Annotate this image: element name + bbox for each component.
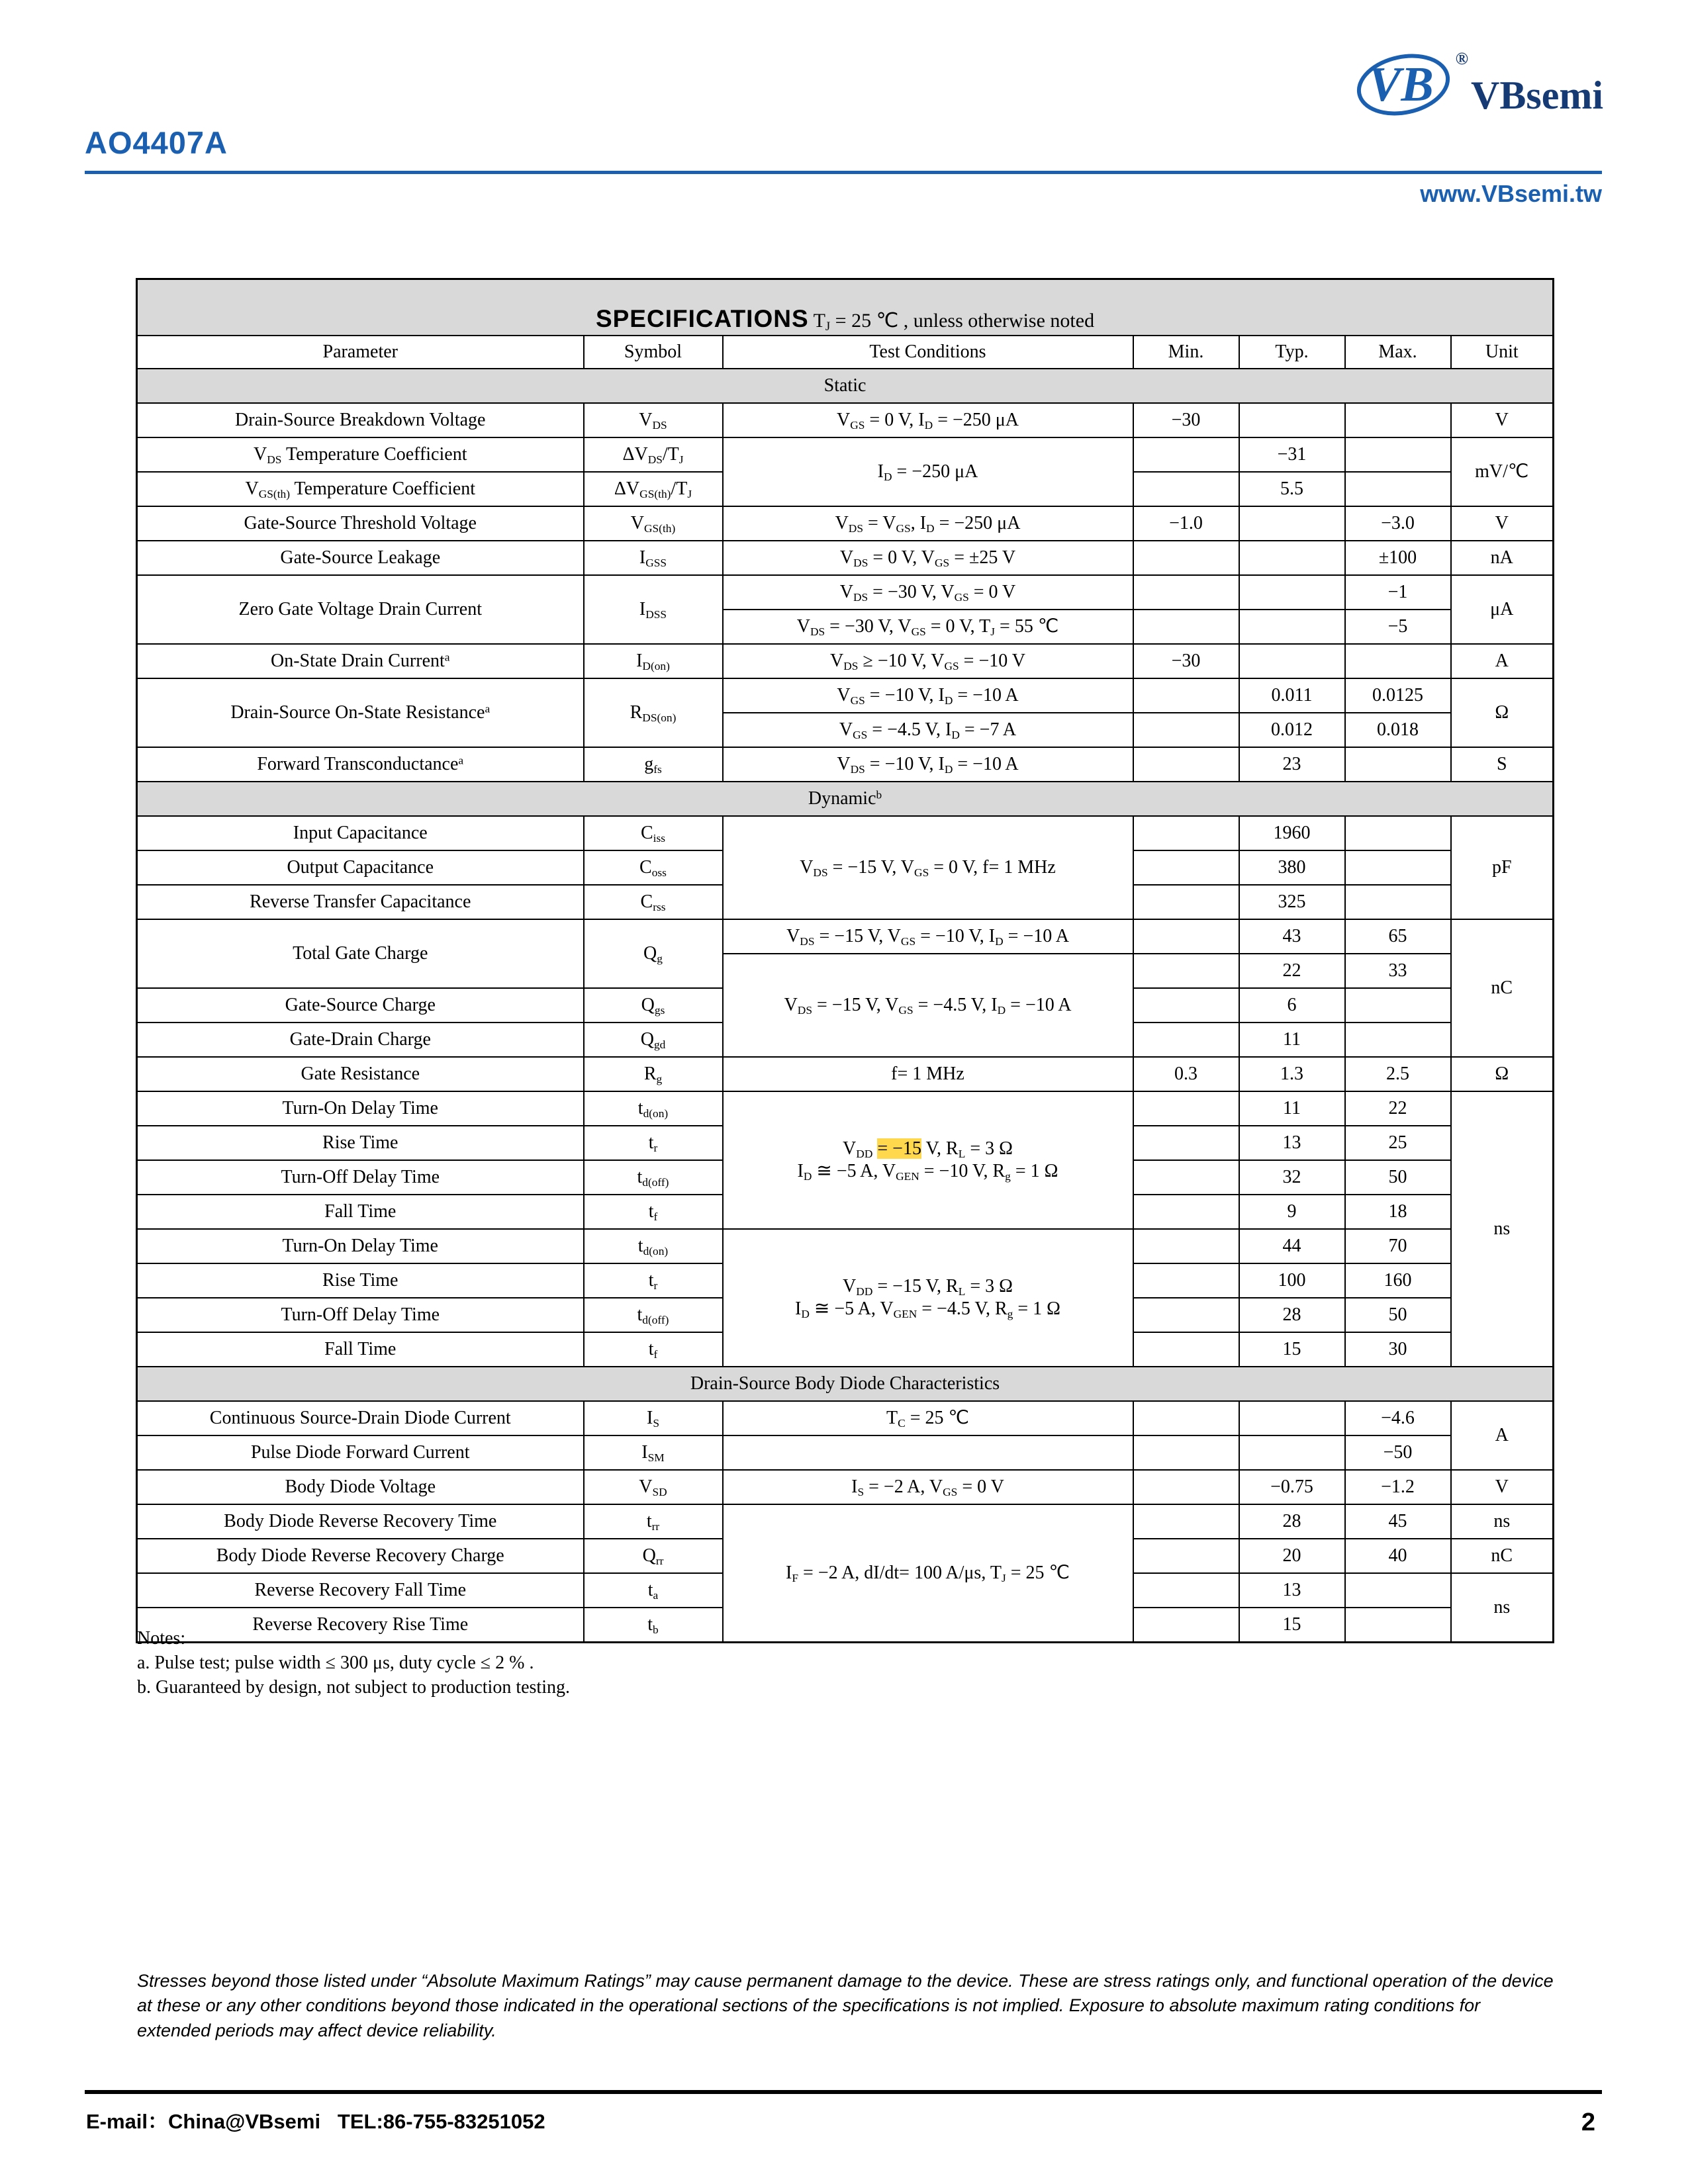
spec-cell — [1133, 610, 1239, 644]
spec-cell: 6 — [1239, 988, 1345, 1023]
spec-row — [137, 1091, 1554, 1126]
spec-cell: $Q_{rr}$ — [584, 1539, 723, 1573]
spec-cell — [1133, 1608, 1239, 1642]
spec-cell: 11 — [1239, 1023, 1345, 1057]
spec-cell: Gate Resistance — [137, 1057, 584, 1091]
spec-cell: $V_{DD} = -15$ V, $R_L = 3$ Ω $I_D$ ≅ −5 A, $V_{GEN} = -10$ V, $R_g = 1$ Ω — [723, 1091, 1133, 1229]
spec-cell: $V_{DS} \ge -10$ V, $V_{GS} = -10$ V — [723, 644, 1133, 678]
spec-cell: 40 — [1345, 1539, 1451, 1573]
spec-cell: Fall Time — [137, 1332, 584, 1367]
spec-cell: 2.5 — [1345, 1057, 1451, 1091]
spec-row — [137, 506, 1554, 541]
registered-mark-icon: ® — [1455, 49, 1469, 68]
spec-cell: Turn-Off Delay Time — [137, 1298, 584, 1332]
spec-cell: 325 — [1239, 885, 1345, 919]
spec-cell — [1239, 403, 1345, 437]
section-label: Static — [137, 369, 1554, 403]
spec-cell: 70 — [1345, 1229, 1451, 1263]
spec-cell: 15 — [1239, 1332, 1345, 1367]
spec-cell: V — [1451, 403, 1554, 437]
spec-cell: 23 — [1239, 747, 1345, 782]
spec-cell — [1133, 816, 1239, 850]
spec-cell: Rise Time — [137, 1263, 584, 1298]
spec-cell: $V_{DS}$ Temperature Coefficient — [137, 437, 584, 472]
spec-cell: $V_{GS} = -4.5$ V, $I_D = -7$ A — [723, 713, 1133, 747]
spec-cell: 100 — [1239, 1263, 1345, 1298]
spec-cell — [1133, 1435, 1239, 1470]
spec-title-conditions: $T_J = 25$ ℃ , unless otherwise noted — [808, 310, 1095, 334]
spec-cell: −1 — [1345, 575, 1451, 610]
spec-cell: $g_{fs}$ — [584, 747, 723, 782]
section-row — [137, 1367, 1554, 1401]
spec-cell: $t_r$ — [584, 1263, 723, 1298]
spec-cell: nC — [1451, 919, 1554, 1057]
spec-cell: Zero Gate Voltage Drain Current — [137, 575, 584, 644]
spec-cell — [1345, 885, 1451, 919]
column-header: Max. — [1345, 336, 1451, 369]
spec-cell: $Q_{gd}$ — [584, 1023, 723, 1057]
notes-title: Notes: — [137, 1628, 186, 1649]
footer-divider — [85, 2090, 1602, 2094]
spec-cell — [1133, 919, 1239, 954]
spec-cell: Pulse Diode Forward Current — [137, 1435, 584, 1470]
spec-cell: $V_{DS} = -10$ V, $I_D = -10$ A — [723, 747, 1133, 782]
spec-cell: 9 — [1239, 1195, 1345, 1229]
spec-cell — [1133, 1332, 1239, 1367]
spec-cell — [1345, 437, 1451, 472]
spec-cell: A — [1451, 644, 1554, 678]
spec-cell: 1.3 — [1239, 1057, 1345, 1091]
spec-row — [137, 575, 1554, 610]
spec-cell: Drain-Source On-State Resistance$^a$ — [137, 678, 584, 747]
spec-cell: 160 — [1345, 1263, 1451, 1298]
spec-cell: 45 — [1345, 1504, 1451, 1539]
spec-cell: ns — [1451, 1504, 1554, 1539]
spec-cell: $I_{SM}$ — [584, 1435, 723, 1470]
spec-cell: Gate-Source Threshold Voltage — [137, 506, 584, 541]
spec-cell: V — [1451, 506, 1554, 541]
section-label: Dynamic$^b$ — [137, 782, 1554, 816]
spec-cell: $V_{GS(th)}$ — [584, 506, 723, 541]
spec-cell: Output Capacitance — [137, 850, 584, 885]
spec-row — [137, 1057, 1554, 1091]
spec-cell: 13 — [1239, 1573, 1345, 1608]
spec-row — [137, 541, 1554, 575]
svg-text:VB: VB — [1368, 58, 1434, 112]
spec-cell: $I_S$ — [584, 1401, 723, 1435]
spec-cell: Drain-Source Breakdown Voltage — [137, 403, 584, 437]
spec-cell: $t_{d(off)}$ — [584, 1160, 723, 1195]
column-header: Test Conditions — [723, 336, 1133, 369]
spec-cell — [1239, 575, 1345, 610]
spec-cell: 32 — [1239, 1160, 1345, 1195]
spec-cell — [1133, 1023, 1239, 1057]
spec-cell: Fall Time — [137, 1195, 584, 1229]
spec-cell: −30 — [1133, 403, 1239, 437]
spec-cell: Turn-Off Delay Time — [137, 1160, 584, 1195]
spec-cell: $I_S = -2$ A, $V_{GS} = 0$ V — [723, 1470, 1133, 1504]
spec-cell: −1.2 — [1345, 1470, 1451, 1504]
spec-cell: $I_D = -250$ μA — [723, 437, 1133, 506]
spec-cell: Body Diode Reverse Recovery Charge — [137, 1539, 584, 1573]
spec-cell: $C_{oss}$ — [584, 850, 723, 885]
spec-cell: $V_{DS} = -30$ V, $V_{GS} = 0$ V, $T_J = 55$ ℃ — [723, 610, 1133, 644]
spec-cell — [1239, 644, 1345, 678]
specifications-table — [136, 278, 1554, 1643]
spec-cell: $V_{DS} = -30$ V, $V_{GS} = 0$ V — [723, 575, 1133, 610]
spec-cell: 0.012 — [1239, 713, 1345, 747]
spec-cell — [1133, 437, 1239, 472]
header-divider — [85, 171, 1602, 174]
spec-cell: Body Diode Voltage — [137, 1470, 584, 1504]
spec-row — [137, 1504, 1554, 1539]
spec-cell — [1133, 1539, 1239, 1573]
spec-cell — [1239, 541, 1345, 575]
spec-row — [137, 1435, 1554, 1470]
spec-cell: $V_{DD} = -15$ V, $R_L = 3$ Ω $I_D$ ≅ −5 A, $V_{GEN} = -4.5$ V, $R_g = 1$ Ω — [723, 1229, 1133, 1367]
vbsemi-logo-icon — [1354, 48, 1453, 122]
spec-cell — [1133, 472, 1239, 506]
spec-cell — [1239, 610, 1345, 644]
spec-cell — [1133, 747, 1239, 782]
spec-cell — [1345, 403, 1451, 437]
spec-cell: V — [1451, 1470, 1554, 1504]
spec-cell: $I_{D(on)}$ — [584, 644, 723, 678]
spec-cell: $R_{DS(on)}$ — [584, 678, 723, 747]
spec-cell: $V_{GS(th)}$ Temperature Coefficient — [137, 472, 584, 506]
spec-cell: $I_F = -2$ A, dI/dt= 100 A/μs, $T_J = 25$ ℃ — [723, 1504, 1133, 1642]
spec-cell: S — [1451, 747, 1554, 782]
spec-row — [137, 747, 1554, 782]
spec-cell: f= 1 MHz — [723, 1057, 1133, 1091]
spec-cell — [1239, 1435, 1345, 1470]
spec-row — [137, 437, 1554, 472]
spec-cell — [1239, 1401, 1345, 1435]
spec-cell: Total Gate Charge — [137, 919, 584, 988]
spec-cell: ns — [1451, 1091, 1554, 1367]
spec-cell: $V_{DS} = -15$ V, $V_{GS} = -10$ V, $I_D = -10$ A — [723, 919, 1133, 954]
spec-cell: Turn-On Delay Time — [137, 1091, 584, 1126]
spec-cell: Gate-Source Leakage — [137, 541, 584, 575]
spec-cell — [1239, 506, 1345, 541]
section-label: Drain-Source Body Diode Characteristics — [137, 1367, 1554, 1401]
spec-cell: Gate-Source Charge — [137, 988, 584, 1023]
spec-cell — [1133, 1229, 1239, 1263]
spec-cell — [1345, 1023, 1451, 1057]
spec-cell: 1960 — [1239, 816, 1345, 850]
spec-cell: −4.6 — [1345, 1401, 1451, 1435]
spec-cell — [1133, 1504, 1239, 1539]
spec-cell — [1345, 1573, 1451, 1608]
spec-cell: $C_{iss}$ — [584, 816, 723, 850]
spec-cell: −31 — [1239, 437, 1345, 472]
spec-cell: $V_{SD}$ — [584, 1470, 723, 1504]
spec-cell: $T_C = 25$ ℃ — [723, 1401, 1133, 1435]
spec-cell: nA — [1451, 541, 1554, 575]
spec-cell: Gate-Drain Charge — [137, 1023, 584, 1057]
spec-row — [137, 816, 1554, 850]
spec-cell: ±100 — [1345, 541, 1451, 575]
spec-cell — [1345, 850, 1451, 885]
spec-cell — [1345, 816, 1451, 850]
spec-cell: ns — [1451, 1573, 1554, 1642]
spec-cell: $t_b$ — [584, 1608, 723, 1642]
spec-cell: 0.018 — [1345, 713, 1451, 747]
spec-cell: 22 — [1345, 1091, 1451, 1126]
spec-cell: Body Diode Reverse Recovery Time — [137, 1504, 584, 1539]
spec-cell: −0.75 — [1239, 1470, 1345, 1504]
spec-cell: 50 — [1345, 1160, 1451, 1195]
spec-cell — [1345, 1608, 1451, 1642]
spec-cell: $t_{rr}$ — [584, 1504, 723, 1539]
spec-cell — [1133, 1195, 1239, 1229]
column-header: Min. — [1133, 336, 1239, 369]
logo-wordmark: VBsemi — [1471, 73, 1603, 117]
spec-cell: 18 — [1345, 1195, 1451, 1229]
spec-row — [137, 678, 1554, 713]
footer-contact: E-mail：China@VBsemi TEL:86-755-83251052 — [86, 2110, 545, 2133]
spec-cell: Ω — [1451, 1057, 1554, 1091]
spec-cell — [1133, 1470, 1239, 1504]
spec-cell: pF — [1451, 816, 1554, 919]
spec-cell: 33 — [1345, 954, 1451, 988]
spec-cell: $V_{DS} = 0$ V, $V_{GS} = \pm 25$ V — [723, 541, 1133, 575]
spec-cell: $t_a$ — [584, 1573, 723, 1608]
spec-cell: μA — [1451, 575, 1554, 644]
table-title-row — [137, 279, 1554, 336]
spec-cell: Turn-On Delay Time — [137, 1229, 584, 1263]
spec-cell — [1133, 1091, 1239, 1126]
spec-cell — [1133, 1126, 1239, 1160]
spec-cell: Continuous Source-Drain Diode Current — [137, 1401, 584, 1435]
spec-cell — [1133, 541, 1239, 575]
website-link[interactable]: www.VBsemi.tw — [1420, 180, 1602, 207]
spec-cell — [1133, 885, 1239, 919]
spec-cell: On-State Drain Current$^a$ — [137, 644, 584, 678]
spec-row — [137, 1470, 1554, 1504]
spec-cell: −1.0 — [1133, 506, 1239, 541]
spec-cell: Rise Time — [137, 1126, 584, 1160]
spec-cell: $Q_{gs}$ — [584, 988, 723, 1023]
spec-cell: $\Delta V_{DS}/T_J$ — [584, 437, 723, 472]
notes — [137, 1627, 570, 1700]
spec-cell — [1345, 472, 1451, 506]
spec-cell — [1133, 1263, 1239, 1298]
spec-cell: $V_{DS} = -15$ V, $V_{GS} = 0$ V, f= 1 MHz — [723, 816, 1133, 919]
spec-cell: mV/℃ — [1451, 437, 1554, 506]
spec-cell: $I_{GSS}$ — [584, 541, 723, 575]
part-number: AO4407A — [85, 125, 228, 160]
spec-cell: 25 — [1345, 1126, 1451, 1160]
spec-cell: 380 — [1239, 850, 1345, 885]
spec-cell: 22 — [1239, 954, 1345, 988]
spec-cell: 20 — [1239, 1539, 1345, 1573]
spec-cell: $V_{DS} = -15$ V, $V_{GS} = -4.5$ V, $I_D = -10$ A — [723, 954, 1133, 1057]
spec-cell: Ω — [1451, 678, 1554, 747]
spec-cell: 30 — [1345, 1332, 1451, 1367]
spec-cell: Reverse Recovery Fall Time — [137, 1573, 584, 1608]
spec-cell: 0.3 — [1133, 1057, 1239, 1091]
spec-cell: 43 — [1239, 919, 1345, 954]
spec-cell: $V_{DS} = V_{GS}$, $I_D = -250$ μA — [723, 506, 1133, 541]
spec-cell: $Q_g$ — [584, 919, 723, 988]
spec-cell: Reverse Recovery Rise Time — [137, 1608, 584, 1642]
spec-cell: $t_f$ — [584, 1195, 723, 1229]
spec-cell: $t_{d(off)}$ — [584, 1298, 723, 1332]
section-row — [137, 369, 1554, 403]
spec-cell: −5 — [1345, 610, 1451, 644]
column-header-row — [137, 336, 1554, 369]
spec-cell: $t_{d(on)}$ — [584, 1229, 723, 1263]
spec-cell: −3.0 — [1345, 506, 1451, 541]
spec-row — [137, 1401, 1554, 1435]
note-a: a. Pulse test; pulse width ≤ 300 μs, duty cycle ≤ 2 % . — [137, 1652, 534, 1673]
spec-cell — [1133, 1401, 1239, 1435]
spec-cell: nC — [1451, 1539, 1554, 1573]
spec-cell — [1133, 988, 1239, 1023]
column-header: Symbol — [584, 336, 723, 369]
spec-cell — [1133, 850, 1239, 885]
spec-cell — [1345, 644, 1451, 678]
spec-cell: 13 — [1239, 1126, 1345, 1160]
spec-cell: $V_{DS}$ — [584, 403, 723, 437]
spec-title: SPECIFICATIONS — [595, 305, 809, 333]
spec-cell: $R_g$ — [584, 1057, 723, 1091]
spec-cell: A — [1451, 1401, 1554, 1470]
spec-cell: Reverse Transfer Capacitance — [137, 885, 584, 919]
spec-cell: $V_{GS} = 0$ V, $I_D = -250$ μA — [723, 403, 1133, 437]
spec-cell: −30 — [1133, 644, 1239, 678]
spec-cell — [1133, 678, 1239, 713]
spec-cell — [1133, 954, 1239, 988]
spec-row — [137, 403, 1554, 437]
spec-row — [137, 644, 1554, 678]
note-b: b. Guaranteed by design, not subject to production testing. — [137, 1676, 570, 1698]
spec-cell: Input Capacitance — [137, 816, 584, 850]
spec-cell: 0.011 — [1239, 678, 1345, 713]
spec-cell — [1345, 988, 1451, 1023]
spec-cell: 28 — [1239, 1504, 1345, 1539]
spec-cell — [723, 1435, 1133, 1470]
spec-cell: $t_r$ — [584, 1126, 723, 1160]
stress-ratings-disclaimer: Stresses beyond those listed under “Absolute Maximum Ratings” may cause permanent damage to the device. These are stress ratings only, and functional operation of the device at these or any other conditions beyond those indicated in the operational sections of the specifications is not implied. Exposure to absolute maximum rating conditions for extended periods may affect device reliability. — [137, 1971, 1554, 2040]
logo — [1354, 48, 1603, 122]
spec-cell: $C_{rss}$ — [584, 885, 723, 919]
spec-cell: 11 — [1239, 1091, 1345, 1126]
spec-cell: 15 — [1239, 1608, 1345, 1642]
spec-cell — [1133, 1298, 1239, 1332]
spec-cell: Forward Transconductance$^a$ — [137, 747, 584, 782]
spec-cell: $V_{GS} = -10$ V, $I_D = -10$ A — [723, 678, 1133, 713]
column-header: Parameter — [137, 336, 584, 369]
spec-cell: 5.5 — [1239, 472, 1345, 506]
spec-cell — [1133, 1573, 1239, 1608]
spec-cell — [1345, 747, 1451, 782]
spec-row — [137, 1229, 1554, 1263]
spec-cell: $\Delta V_{GS(th)}/T_J$ — [584, 472, 723, 506]
column-header: Typ. — [1239, 336, 1345, 369]
spec-cell: −50 — [1345, 1435, 1451, 1470]
spec-cell: 65 — [1345, 919, 1451, 954]
spec-cell: $t_{d(on)}$ — [584, 1091, 723, 1126]
spec-cell: 50 — [1345, 1298, 1451, 1332]
spec-row — [137, 919, 1554, 954]
spec-cell — [1133, 575, 1239, 610]
spec-cell: $t_f$ — [584, 1332, 723, 1367]
spec-cell — [1133, 713, 1239, 747]
spec-cell: 44 — [1239, 1229, 1345, 1263]
spec-cell: 0.0125 — [1345, 678, 1451, 713]
page-number: 2 — [1581, 2109, 1595, 2136]
spec-cell — [1133, 1160, 1239, 1195]
column-header: Unit — [1451, 336, 1554, 369]
table-title-cell — [137, 279, 1554, 336]
spec-cell: $I_{DSS}$ — [584, 575, 723, 644]
section-row — [137, 782, 1554, 816]
spec-cell: 28 — [1239, 1298, 1345, 1332]
